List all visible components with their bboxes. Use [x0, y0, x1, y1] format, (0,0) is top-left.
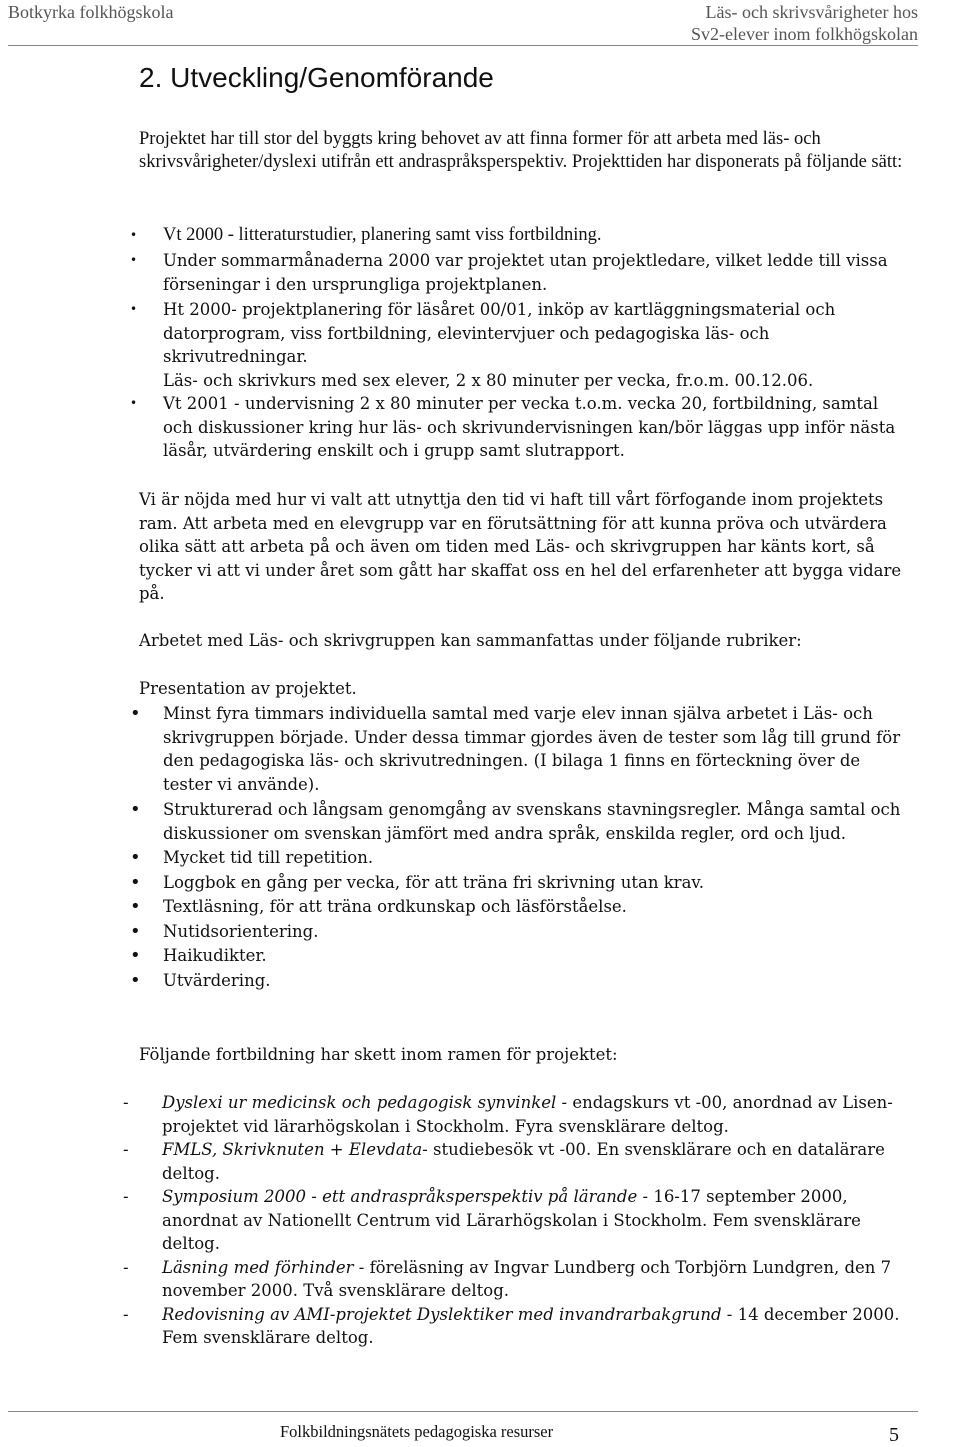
training-details: - 14 december 2000. Fem svensklärare deltog.: [162, 1304, 900, 1347]
timeline-item-text: Ht 2000- projektplanering för läsåret 00/01, inköp av kartläggningsmaterial och datorprogram, viss fortbildning, elevintervjuer och pedagogiska läs- och skrivutredningar.: [163, 300, 836, 366]
rubric-item: • Minst fyra timmars individuella samtal med varje elev innan själva arbetet i Läs- och skrivgruppen började. Under dessa timmar gjordes även de tester som låg till grund för den pedagogiska läs- och skrivutredningen. (I bilaga 1 finns en förteckning över de tester vi använde).: [139, 702, 909, 796]
training-item: [118, 1138, 908, 1185]
header-right-line1: Läs- och skrivsvårigheter hos: [705, 2, 918, 22]
training-details: - 16-17 september 2000, anordnat av Nationellt Centrum vid Lärarhögskolan i Stockholm. Fem svensklärare deltog.: [162, 1187, 861, 1253]
header-left: Botkyrka folkhögskola: [8, 2, 174, 22]
training-item: [118, 1185, 908, 1256]
rubric-item: • Haikudikter.: [139, 944, 909, 968]
header-divider: [8, 45, 918, 46]
rubric-item: • Strukturerad och långsam genomgång av svenskans stavningsregler. Många samtal och diskussioner om svenskan jämfört med andra språk, enskilda regler, ord och ljud.: [139, 798, 909, 845]
timeline-item: [139, 298, 909, 392]
timeline-list: [139, 224, 909, 249]
rubric-item: • Utvärdering.: [139, 969, 909, 993]
training-item: [118, 1303, 908, 1350]
rubric-list: [139, 702, 909, 992]
header-right-line2: Sv2-elever inom folkhögskolan: [691, 24, 918, 44]
training-details: - studiebesök vt -00. En svensklärare och en datalärare deltog.: [162, 1140, 885, 1183]
rubric-item: • Textläsning, för att träna ordkunskap och läsförståelse.: [139, 895, 909, 919]
presentation-heading: Presentation av projektet.: [139, 679, 357, 698]
satisfied-paragraph: Vi är nöjda med hur vi valt att utnyttja den tid vi haft till vårt förfogande inom projektets ram. Att arbeta med en elevgrupp var en förutsättning för att kunna pröva och utvärdera olika sätt att arbeta på och även om tiden med Läs- och skrivgruppen har känts kort, så tycker vi att vi under året som gått har skaffat oss en hel del erfarenheter att bygga vidare på.: [139, 490, 902, 603]
dash: -: [123, 1140, 129, 1159]
training-details: - föreläsning av Ingvar Lundberg och Torbjörn Lundgren, den 7 november 2000. Två svensklärare deltog.: [162, 1257, 892, 1300]
dash: -: [123, 1093, 129, 1112]
dash: -: [123, 1304, 129, 1324]
timeline-item-text: Under sommarmånaderna 2000 var projektet utan projektledare, vilket ledde till vissa förseningar i den ursprungliga projektplanen.: [163, 251, 888, 294]
timeline-item: [139, 392, 909, 463]
training-list: [118, 1091, 908, 1350]
timeline-list-serif: [139, 249, 909, 463]
page-number: 5: [889, 1424, 899, 1446]
timeline-item-text: Vt 2001 - undervisning 2 x 80 minuter per vecka t.o.m. vecka 20, fortbildning, samtal och diskussioner kring hur läs- och skrivundervisningen kan/bör läggas upp inför nästa läsår, utvärdering enskilt och i grupp samt slutrapport.: [163, 394, 896, 460]
training-title: Läsning med förhinder: [162, 1257, 354, 1277]
timeline-item: [139, 224, 909, 247]
training-intro: Följande fortbildning har skett inom ramen för projektet:: [139, 1045, 618, 1064]
header-right: [691, 1, 918, 45]
section-title: 2. Utveckling/Genomförande: [139, 62, 494, 93]
timeline-item: [139, 249, 909, 296]
training-title: Dyslexi ur medicinsk och pedagogisk synvinkel: [162, 1093, 557, 1112]
training-title: Redovisning av AMI-projektet Dyslektiker med invandrarbakgrund: [162, 1304, 722, 1324]
training-title: FMLS, Skrivknuten + Elevdata: [162, 1140, 423, 1159]
training-title: Symposium 2000 - ett andraspråksperspektiv på lärande: [162, 1187, 638, 1206]
footer-text: Folkbildningsnätets pedagogiska resurser: [280, 1422, 554, 1441]
footer-divider: [8, 1411, 918, 1412]
rubric-item: • Loggbok en gång per vecka, för att träna fri skrivning utan krav.: [139, 871, 909, 895]
training-details: - endagskurs vt -00, anordnad av Lisen- projektet vid lärarhögskolan i Stockholm. Fyra svensklärare deltog.: [162, 1093, 893, 1136]
dash: -: [123, 1187, 129, 1206]
rubric-item: • Mycket tid till repetition.: [139, 846, 909, 870]
timeline-item-note: Läs- och skrivkurs med sex elever, 2 x 80 minuter per vecka, fr.o.m. 00.12.06.: [163, 370, 814, 390]
dash: -: [123, 1257, 129, 1277]
training-item: [118, 1256, 908, 1303]
timeline-item-text: Vt 2000 - litteraturstudier, planering samt viss fortbildning.: [163, 225, 602, 245]
training-item: [118, 1091, 908, 1138]
rubric-item: • Nutidsorientering.: [139, 920, 909, 944]
summary-intro: Arbetet med Läs- och skrivgruppen kan sammanfattas under följande rubriker:: [139, 631, 802, 650]
intro-paragraph: Projektet har till stor del byggts kring behovet av att finna former för att arbeta med läs- och skrivsvårigheter/dyslexi utifrån ett andraspråksperspektiv. Projekttiden har disponerats på följande sätt:: [139, 129, 903, 172]
